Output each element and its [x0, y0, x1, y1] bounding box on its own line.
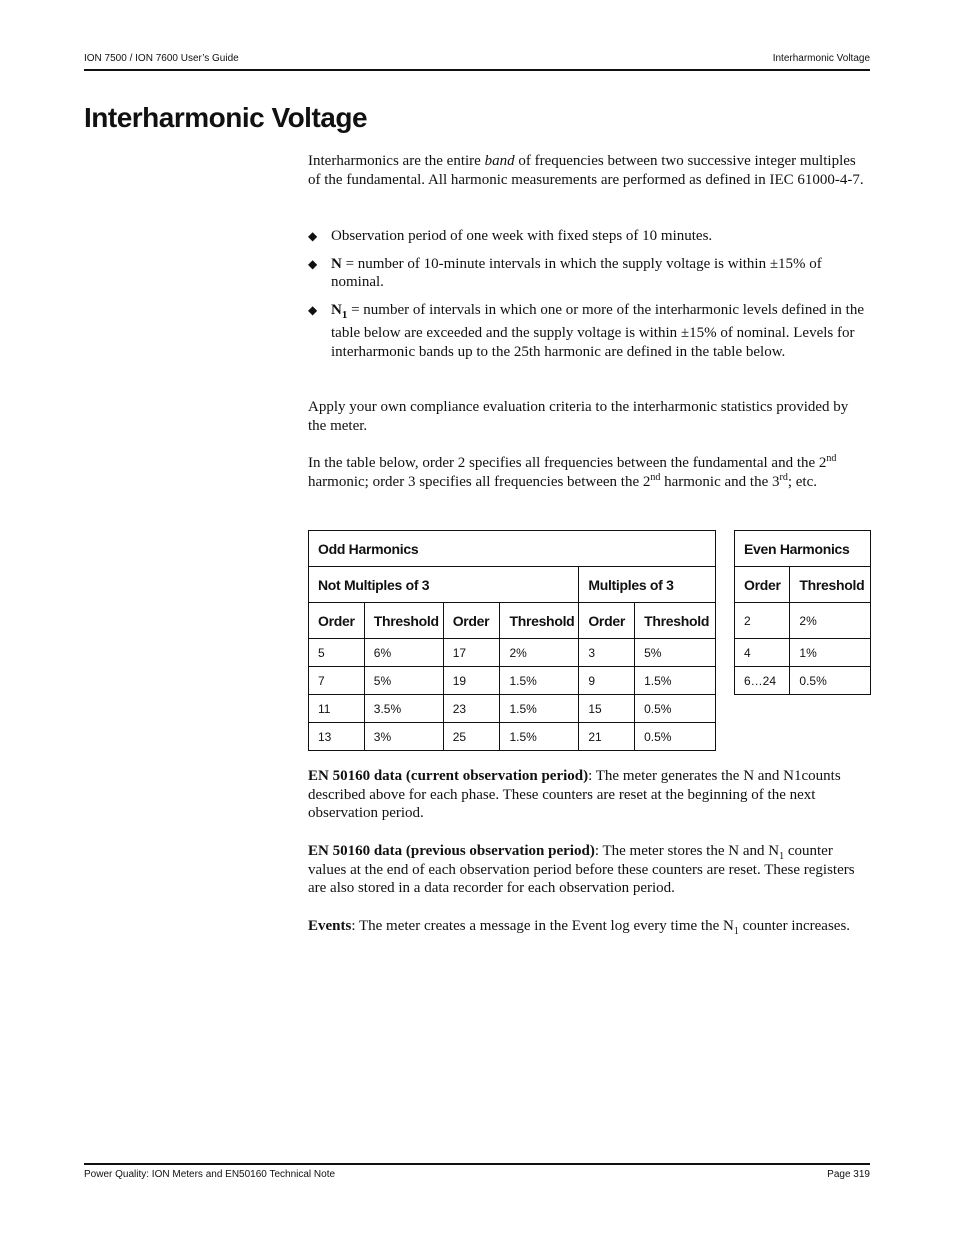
table-cell: 1.5% — [635, 667, 716, 695]
table-cell: 23 — [443, 695, 500, 723]
previous-period-paragraph — [308, 842, 870, 898]
diamond-bullet-icon: ◆ — [308, 302, 318, 317]
running-header-right: Interharmonic Voltage — [772, 53, 870, 64]
column-header-order: Order — [443, 603, 500, 639]
table-cell: 6% — [364, 639, 443, 667]
odd-harmonics-table — [308, 530, 716, 751]
even-harmonics-table — [734, 530, 871, 695]
order-text-d: ; etc. — [787, 473, 817, 490]
table-cell: 3 — [579, 639, 635, 667]
events-text-b: counter increases. — [738, 918, 851, 934]
intro-emphasis: band — [484, 153, 515, 169]
table-cell: 0.5% — [790, 667, 871, 695]
table-row — [309, 723, 716, 751]
multiples-of-3-header: Multiples of 3 — [579, 567, 716, 603]
bullet-term — [331, 301, 348, 321]
current-period-term: EN 50160 data (current observation period) — [308, 768, 589, 784]
order-sup-3: rd — [779, 471, 788, 483]
bullet-item-observation — [308, 227, 870, 246]
current-period-paragraph — [308, 767, 870, 823]
not-multiples-of-3-header: Not Multiples of 3 — [309, 567, 579, 603]
events-subscript: 1 — [733, 926, 739, 937]
column-header-threshold: Threshold — [364, 603, 443, 639]
page-title: Interharmonic Voltage — [84, 102, 368, 133]
page-number: Page 319 — [827, 1169, 870, 1180]
table-cell: 2 — [735, 603, 790, 639]
table-cell: 1% — [790, 639, 871, 667]
column-header-threshold: Threshold — [790, 567, 871, 603]
table-cell: 1.5% — [500, 695, 579, 723]
table-row — [735, 667, 871, 695]
table-cell: 5 — [309, 639, 365, 667]
table-cell: 17 — [443, 639, 500, 667]
order-paragraph — [308, 454, 870, 491]
footer-rule — [84, 1163, 870, 1165]
events-text-a: : The meter creates a message in the Event log every time the N — [351, 918, 734, 934]
apply-text: Apply your own compliance evaluation criteria to the interharmonic statistics provided by the meter. — [308, 399, 849, 434]
diamond-bullet-icon: ◆ — [308, 229, 318, 243]
table-cell: 19 — [443, 667, 500, 695]
previous-period-text-b: counter values at the end of each observation period before these counters are reset. These registers are also stored in a data recorder for each observation period. — [308, 843, 855, 896]
diamond-bullet-icon: ◆ — [308, 256, 318, 271]
column-header-threshold: Threshold — [500, 603, 579, 639]
table-row — [309, 639, 716, 667]
order-text-a: In the table below, order 2 specifies all frequencies between the fundamental and the 2 — [308, 455, 827, 471]
table-cell: 2% — [790, 603, 871, 639]
even-harmonics-title: Even Harmonics — [735, 531, 871, 567]
table-cell: 3.5% — [364, 695, 443, 723]
table-cell: 21 — [579, 723, 635, 751]
header-rule — [84, 69, 870, 71]
running-footer-left: Power Quality: ION Meters and EN50160 Technical Note — [84, 1169, 336, 1180]
table-cell: 25 — [443, 723, 500, 751]
table-cell: 5% — [364, 667, 443, 695]
intro-text-a: Interharmonics are the entire — [308, 153, 485, 169]
bullet-text: = number of 10-minute intervals in which the supply voltage is within ±15% of nominal. — [331, 255, 822, 290]
column-header-threshold: Threshold — [635, 603, 716, 639]
bullet-term-letter: N — [331, 301, 342, 318]
bullet-item-n1 — [308, 301, 870, 362]
table-cell: 2% — [500, 639, 579, 667]
order-sup-1: nd — [826, 453, 837, 464]
table-row — [309, 667, 716, 695]
intro-text-b: of frequencies between two successive integer multiples of the fundamental. All harmonic measurements are performed as defined in IEC 61000-4-7. — [308, 153, 864, 188]
table-row — [309, 695, 716, 723]
table-cell: 3% — [364, 723, 443, 751]
previous-period-term: EN 50160 data (previous observation period) — [308, 843, 595, 859]
events-term: Events — [308, 918, 352, 934]
bullet-term-subscript: 1 — [341, 308, 348, 321]
table-row — [735, 603, 871, 639]
table-row — [735, 639, 871, 667]
intro-paragraph — [308, 152, 870, 189]
current-period-text: : The meter generates the N and N1counts described above for each phase. These counters are reset at the beginning of the next observation period. — [308, 768, 841, 821]
table-title-row — [309, 531, 716, 567]
table-cell: 1.5% — [500, 723, 579, 751]
column-header-order: Order — [309, 603, 365, 639]
column-header-order: Order — [579, 603, 635, 639]
apply-paragraph — [308, 398, 870, 435]
table-cell: 4 — [735, 639, 790, 667]
previous-period-text-a: : The meter stores the N and N — [594, 843, 780, 859]
bullet-term: N — [331, 255, 342, 272]
table-cell: 0.5% — [635, 695, 716, 723]
odd-harmonics-title: Odd Harmonics — [309, 531, 716, 567]
order-text-b: harmonic; order 3 specifies all frequencies between the 2 — [308, 473, 651, 490]
table-cell: 13 — [309, 723, 365, 751]
table-group-row — [309, 567, 716, 603]
events-paragraph — [308, 917, 870, 936]
bullet-text: Observation period of one week with fixed steps of 10 minutes. — [331, 228, 713, 244]
order-sup-2: nd — [650, 471, 661, 483]
table-cell: 7 — [309, 667, 365, 695]
table-cell: 1.5% — [500, 667, 579, 695]
column-header-order: Order — [735, 567, 790, 603]
order-text-c: harmonic and the 3 — [660, 473, 780, 490]
bullet-list — [308, 227, 870, 361]
bullet-text: = number of intervals in which one or more of the interharmonic levels defined in the table below are exceeded and the supply voltage is within ±15% of nominal. Levels for interharmonic bands up to the 25th harmonic are defined in the table below. — [331, 301, 864, 360]
table-header-row — [735, 567, 871, 603]
table-cell: 6…24 — [735, 667, 790, 695]
table-header-row — [309, 603, 716, 639]
table-cell: 5% — [635, 639, 716, 667]
table-cell: 0.5% — [635, 723, 716, 751]
table-cell: 11 — [309, 695, 365, 723]
running-header-left: ION 7500 / ION 7600 User’s Guide — [84, 53, 239, 64]
bullet-item-n — [308, 255, 870, 292]
table-cell: 9 — [579, 667, 635, 695]
previous-period-subscript: 1 — [779, 851, 785, 862]
table-cell: 15 — [579, 695, 635, 723]
table-title-row — [735, 531, 871, 567]
